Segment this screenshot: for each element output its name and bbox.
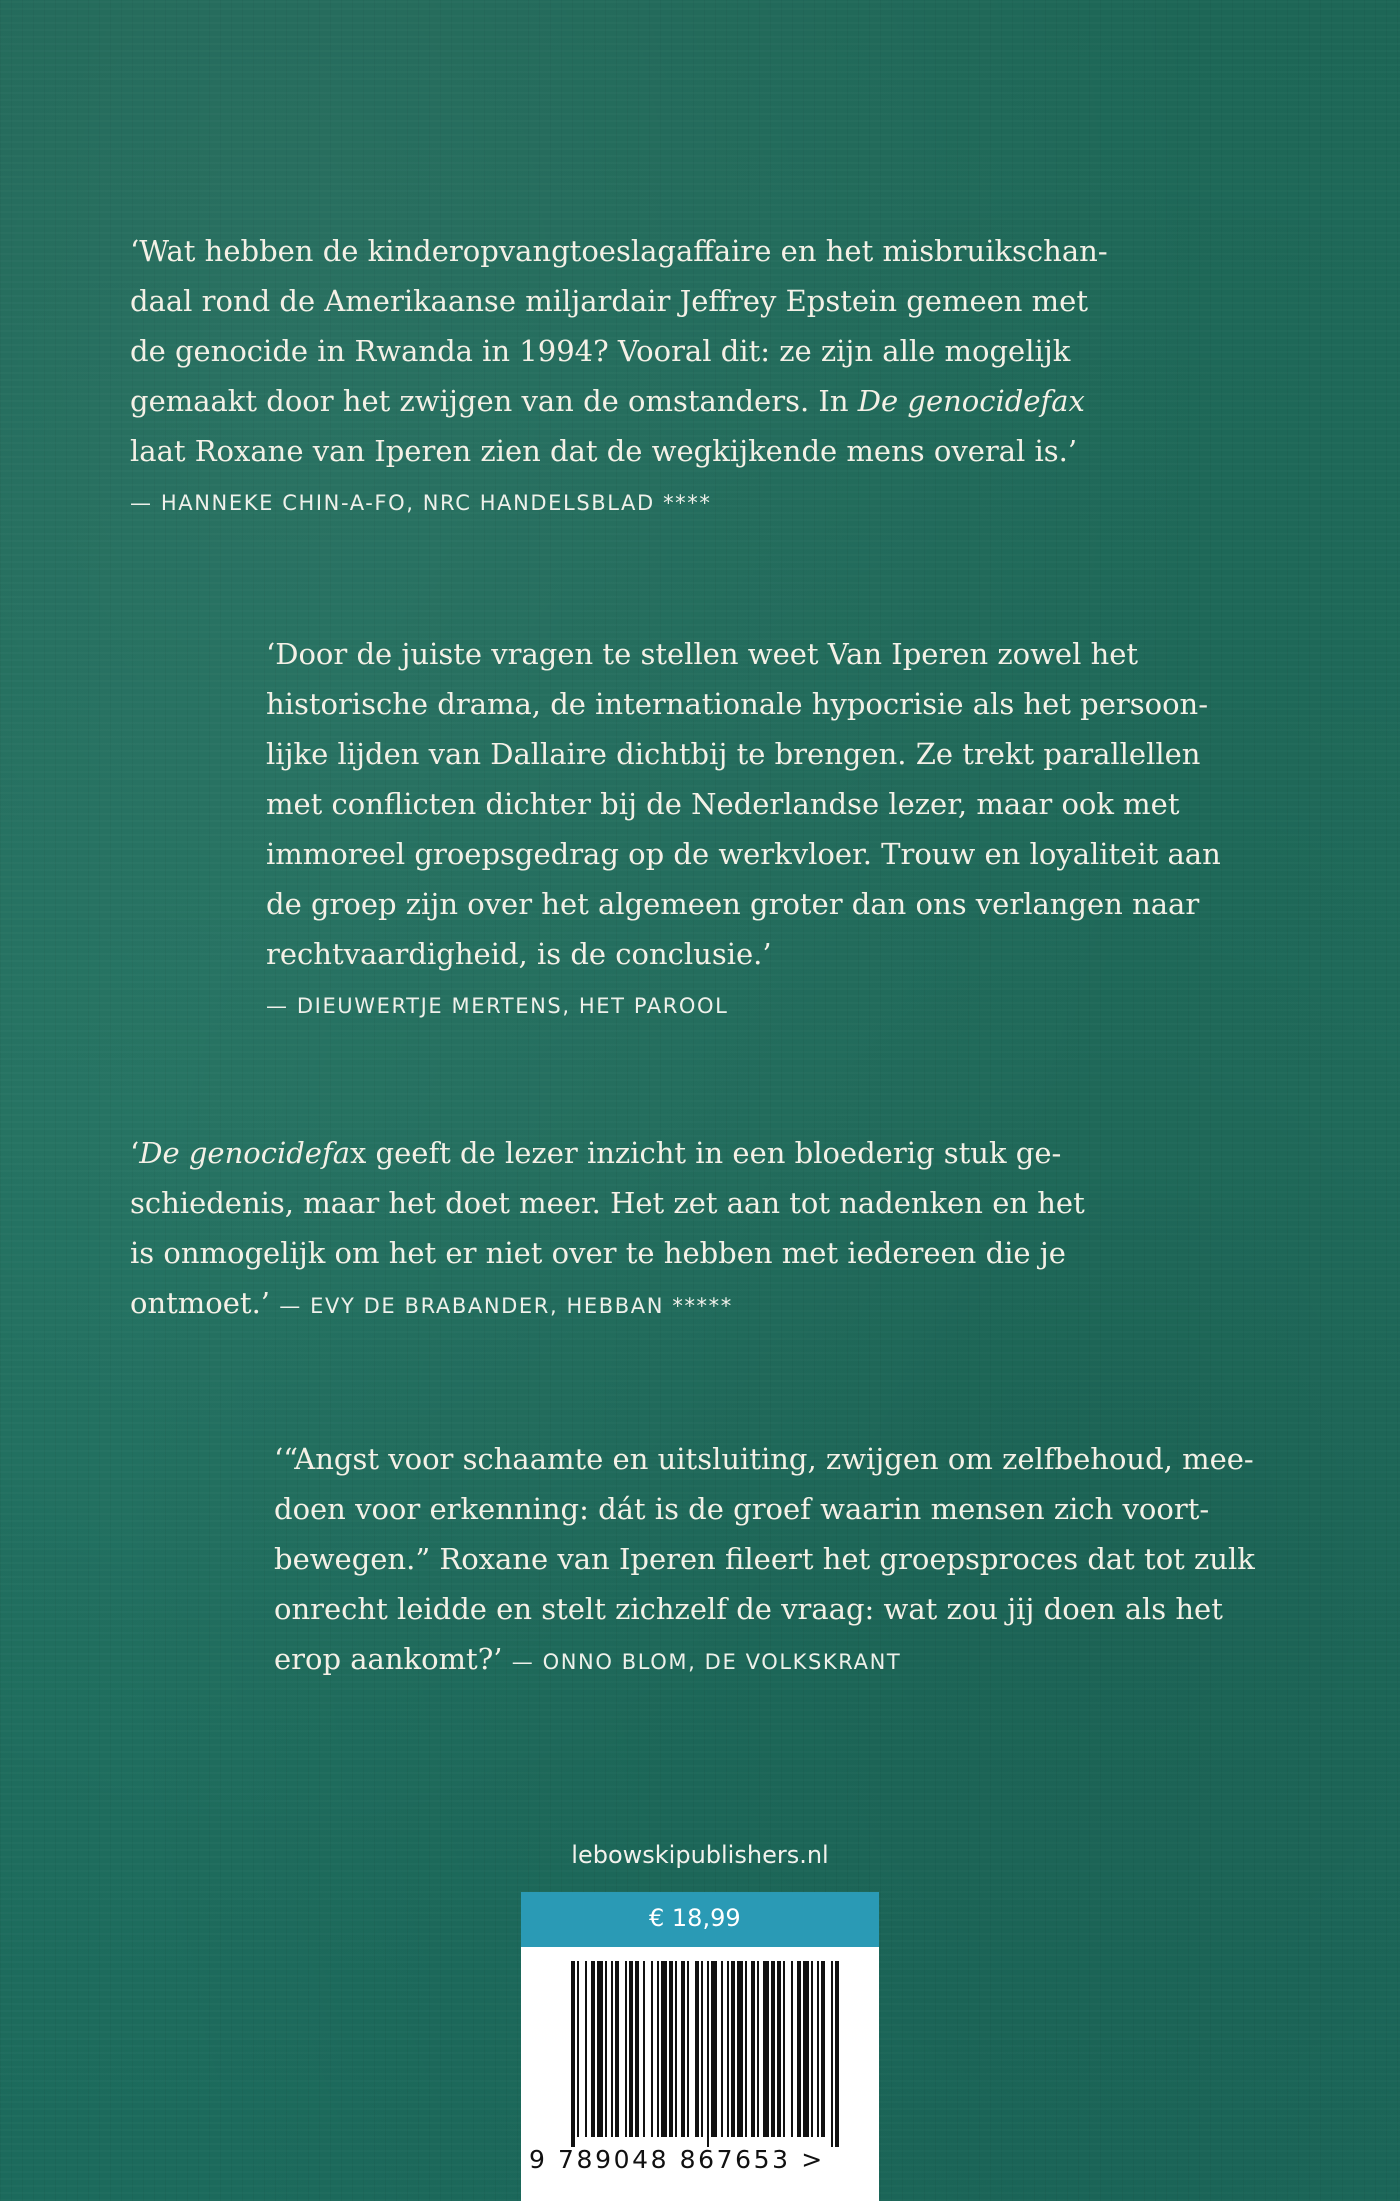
barcode-bar xyxy=(643,1961,645,2137)
barcode-bar xyxy=(707,1961,709,2147)
barcode-bar xyxy=(777,1961,781,2137)
review-quote-nrc xyxy=(130,226,1160,528)
publisher-website: lebowskipublishers.nl xyxy=(571,1841,829,1869)
quote-segment: doen voor erkenning: dát is de groef waarin mensen zich voort- xyxy=(274,1492,1210,1526)
quote-segment: schiedenis, maar het doet meer. Het zet aan tot nadenken en het xyxy=(130,1186,1085,1220)
barcode-bar xyxy=(661,1961,667,2137)
quote-segment: ‘Wat hebben de kinderopvangtoeslagaffaire en het misbruikschan- xyxy=(130,234,1108,268)
quote-segment: ‘ xyxy=(130,1136,140,1170)
quote-segment: onrecht leidde en stelt zichzelf de vraag: wat zou jij doen als het xyxy=(274,1592,1223,1626)
barcode-bar xyxy=(681,1961,685,2137)
quote-segment: immoreel groepsgedrag op de werkvloer. Trouw en loyaliteit aan xyxy=(266,837,1221,871)
barcode-bar xyxy=(835,1961,839,2147)
barcode-bar xyxy=(803,1961,809,2137)
barcode-bar xyxy=(783,1961,785,2137)
barcode-bar xyxy=(675,1961,677,2137)
barcode-bar xyxy=(797,1961,801,2137)
barcode-bar xyxy=(577,1961,579,2137)
book-title-italic: De genocidefax xyxy=(857,384,1085,418)
barcode-bar xyxy=(669,1961,673,2137)
barcode-bar xyxy=(711,1961,717,2137)
barcode-bar xyxy=(625,1961,627,2137)
quote-segment: rechtvaardigheid, is de conclusie.’ xyxy=(266,937,772,971)
isbn-number: 9 789048 867653 > xyxy=(529,2145,825,2174)
barcode-bar xyxy=(811,1961,813,2137)
quote-segment: laat Roxane van Iperen zien dat de wegkijkende mens overal is.’ xyxy=(130,434,1078,468)
quote-text xyxy=(274,1434,1274,1687)
review-attribution: — ONNO BLOM, DE VOLKSKRANT xyxy=(511,1650,902,1674)
quote-segment: x geeft de lezer inzicht in een bloederig stuk ge- xyxy=(349,1136,1062,1170)
quote-segment: historische drama, de internationale hypocrisie als het persoon- xyxy=(266,687,1209,721)
barcode-bar xyxy=(771,1961,775,2137)
barcode-bar xyxy=(591,1961,595,2137)
barcode-bar xyxy=(727,1961,729,2137)
barcode-bar xyxy=(731,1961,735,2137)
quote-segment: bewegen.” Roxane van Iperen fileert het groepsproces dat tot zulk xyxy=(274,1542,1255,1576)
barcode-bar xyxy=(651,1961,653,2137)
barcode-bar xyxy=(821,1961,825,2137)
quote-segment: de genocide in Rwanda in 1994? Vooral dit: ze zijn alle mogelijk xyxy=(130,334,1071,368)
price-text: € 18,99 xyxy=(649,1904,741,1932)
quote-segment: gemaakt door het zwijgen van de omstanders. In xyxy=(130,384,858,418)
barcode-bar xyxy=(635,1961,639,2137)
quote-segment: ‘“Angst voor schaamte en uitsluiting, zwijgen om zelfbehoud, mee- xyxy=(274,1442,1254,1476)
quote-segment: ontmoet.’ xyxy=(130,1286,280,1320)
barcode-bar xyxy=(611,1961,613,2137)
price-label xyxy=(521,1892,879,1947)
review-quote-parool xyxy=(266,629,1266,1031)
barcode-bar xyxy=(701,1961,703,2137)
barcode-bar xyxy=(763,1961,769,2137)
barcode-bar xyxy=(605,1961,607,2137)
barcode-bar xyxy=(831,1961,833,2147)
barcode-bar xyxy=(757,1961,759,2137)
quote-text xyxy=(130,226,1160,528)
barcode-bar xyxy=(751,1961,755,2137)
quote-segment: met conflicten dichter bij de Nederlandse lezer, maar ook met xyxy=(266,787,1180,821)
barcode-bar xyxy=(817,1961,819,2137)
quote-segment: daal rond de Amerikaanse miljardair Jeffrey Epstein gemeen met xyxy=(130,284,1088,318)
barcode-bar xyxy=(695,1961,699,2137)
isbn-barcode xyxy=(521,1947,879,2201)
quote-segment: erop aankomt?’ xyxy=(274,1642,512,1676)
barcode-bar xyxy=(791,1961,793,2137)
quote-text xyxy=(130,1128,1150,1331)
barcode-bar xyxy=(597,1961,603,2137)
review-quote-volkskrant xyxy=(274,1434,1274,1687)
quote-segment: is onmogelijk om het er niet over te hebben met iedereen die je xyxy=(130,1236,1066,1270)
barcode-bar xyxy=(585,1961,587,2137)
quote-text xyxy=(266,629,1266,1031)
barcode-bar xyxy=(745,1961,747,2137)
barcode-bar xyxy=(571,1961,575,2147)
quote-segment: lijke lijden van Dallaire dichtbij te brengen. Ze trekt parallellen xyxy=(266,737,1201,771)
review-attribution: — HANNEKE CHIN-A-FO, NRC HANDELSBLAD **** xyxy=(130,491,712,515)
review-quote-hebban xyxy=(130,1128,1150,1331)
quote-segment: de groep zijn over het algemeen groter dan ons verlangen naar xyxy=(266,887,1200,921)
quote-segment: ‘Door de juiste vragen te stellen weet Van Iperen zowel het xyxy=(266,637,1139,671)
barcode-bar xyxy=(615,1961,619,2137)
book-title-italic: De genocidefa xyxy=(139,1136,350,1170)
barcode-bar xyxy=(657,1961,659,2137)
barcode-bar xyxy=(721,1961,723,2137)
review-attribution: — DIEUWERTJE MERTENS, HET PAROOL xyxy=(266,994,729,1018)
barcode-bar xyxy=(629,1961,633,2137)
barcode-bar xyxy=(737,1961,743,2137)
barcode-bar xyxy=(687,1961,689,2137)
review-attribution: — EVY DE BRABANDER, HEBBAN ***** xyxy=(279,1294,733,1318)
